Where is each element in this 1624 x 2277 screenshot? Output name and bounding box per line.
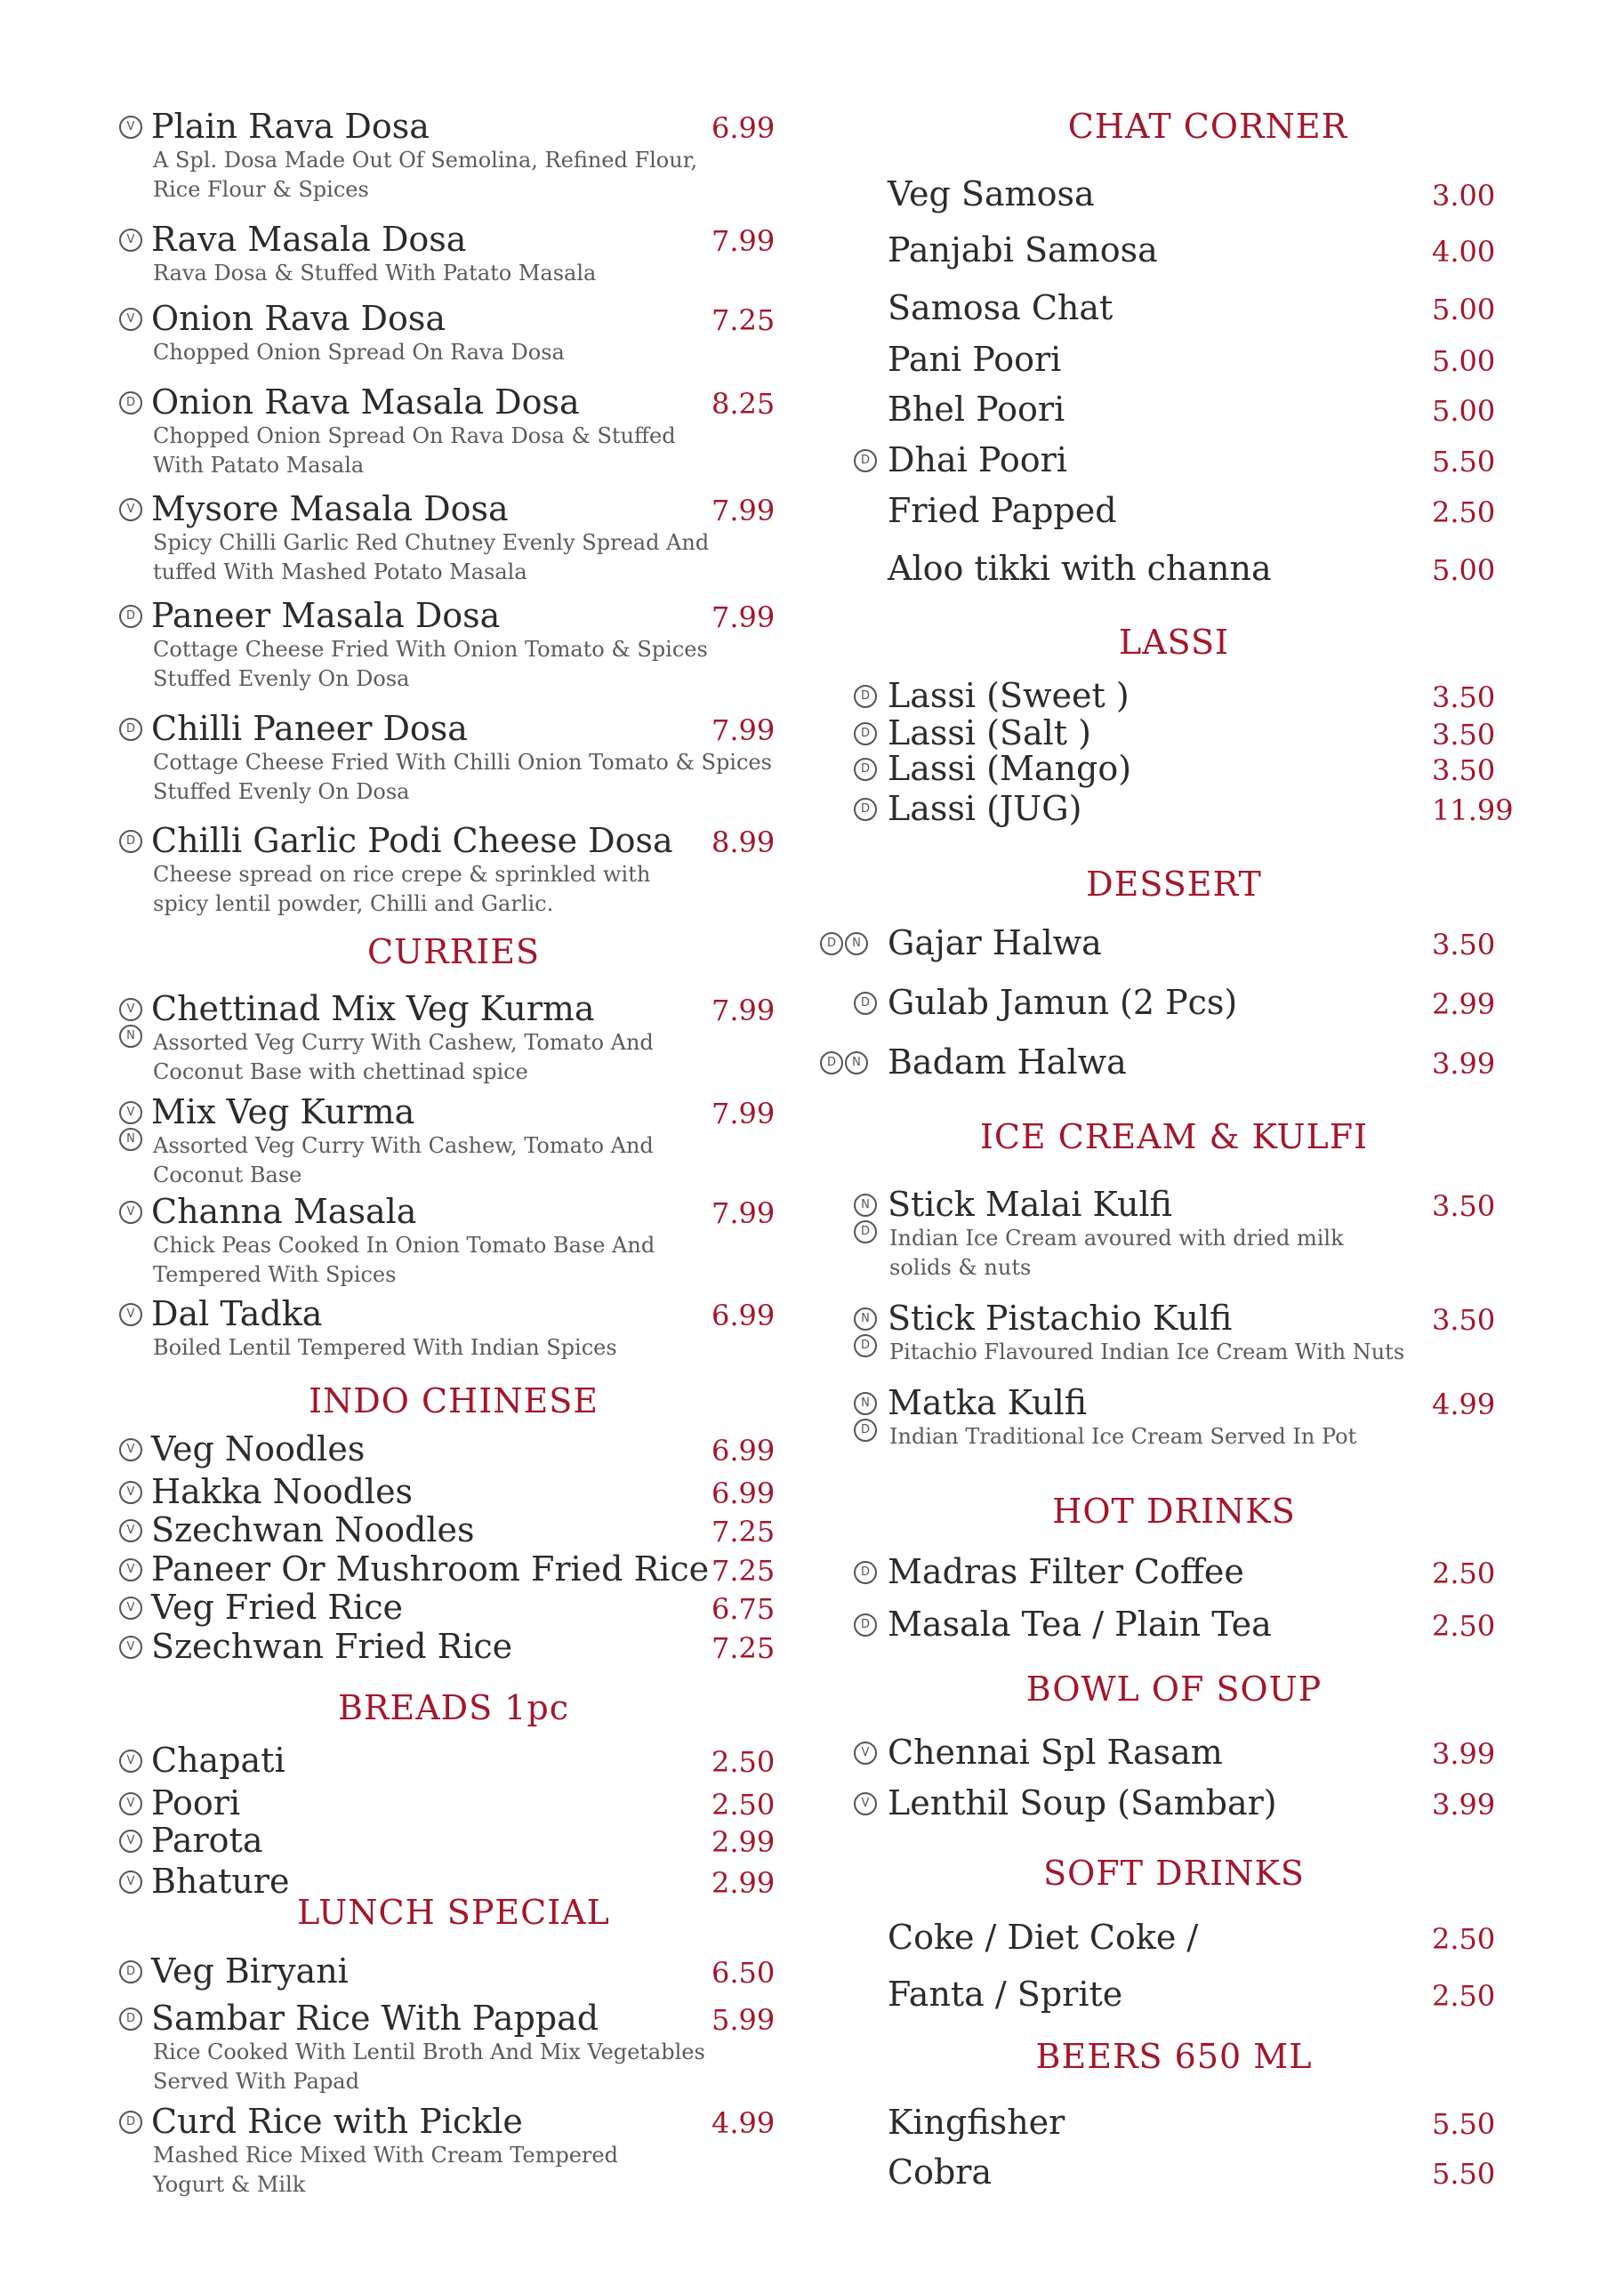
item-name: Coke / Diet Coke / bbox=[888, 1918, 1199, 1957]
section-title-beers-650-ml: BEERS 650 ML bbox=[1035, 2037, 1313, 2076]
nuts-icon: N bbox=[854, 1307, 877, 1331]
item-description: Assorted Veg Curry With Cashew, Tomato And Coconut Base bbox=[153, 1133, 654, 1187]
vegan-icon: V bbox=[119, 1201, 142, 1224]
item-price: 3.50 bbox=[1432, 928, 1496, 961]
diet-tags bbox=[119, 498, 142, 521]
diet-tags bbox=[119, 1792, 142, 1815]
diet-tags bbox=[854, 722, 877, 745]
vegan-icon: V bbox=[119, 998, 142, 1021]
item-price: 7.99 bbox=[712, 1196, 776, 1230]
item-name: Fanta / Sprite bbox=[888, 1975, 1123, 2014]
item-description: Assorted Veg Curry With Cashew, Tomato And Coconut Base with chettinad spice bbox=[153, 1030, 654, 1084]
item-name: Paneer Or Mushroom Fried Rice bbox=[151, 1549, 710, 1589]
item-price: 7.99 bbox=[712, 600, 776, 634]
item-name: Paneer Masala Dosa bbox=[151, 596, 501, 635]
vegan-icon: V bbox=[119, 1597, 142, 1620]
item-price: 4.00 bbox=[1432, 235, 1496, 269]
item-name: Veg Fried Rice bbox=[151, 1588, 403, 1627]
item-description: Spicy Chilli Garlic Red Chutney Evenly Spread And tuffed With Mashed Potato Masala bbox=[153, 530, 710, 584]
dairy-icon: D bbox=[854, 1220, 877, 1243]
diet-tags bbox=[854, 449, 877, 472]
item-price: 7.99 bbox=[712, 994, 776, 1027]
item-name: Dhai Poori bbox=[888, 440, 1067, 479]
vegan-icon: V bbox=[119, 1558, 142, 1581]
item-price: 3.50 bbox=[1432, 680, 1496, 714]
diet-tags bbox=[119, 1438, 142, 1461]
vegan-icon: V bbox=[119, 1519, 142, 1542]
dairy-icon: D bbox=[854, 685, 877, 708]
item-description: Indian Traditional Ice Cream Served In Pot bbox=[889, 1424, 1357, 1449]
section-title-breads-1pc: BREADS 1pc bbox=[337, 1688, 570, 1727]
item-name: Sambar Rice With Pappad bbox=[151, 1999, 599, 2038]
item-price: 3.99 bbox=[1432, 1737, 1496, 1771]
item-name: Masala Tea / Plain Tea bbox=[888, 1605, 1272, 1644]
item-name: Chettinad Mix Veg Kurma bbox=[151, 989, 595, 1028]
item-price: 8.99 bbox=[712, 825, 776, 859]
item-name: Hakka Noodles bbox=[151, 1472, 414, 1511]
item-price: 2.50 bbox=[712, 1788, 776, 1822]
diet-tags bbox=[854, 1613, 877, 1637]
diet-tags bbox=[119, 1101, 142, 1151]
diet-tags bbox=[854, 1392, 877, 1442]
item-name: Lenthil Soup (Sambar) bbox=[888, 1783, 1277, 1822]
dairy-icon: D bbox=[119, 2007, 142, 2031]
vegan-icon: V bbox=[119, 1481, 142, 1504]
item-name: Veg Biryani bbox=[151, 1951, 349, 1991]
item-name: Cobra bbox=[888, 2152, 993, 2192]
item-description: Chick Peas Cooked In Onion Tomato Base And Tempered With Spices bbox=[153, 1233, 655, 1287]
dairy-icon: D bbox=[854, 1419, 877, 1442]
diet-tags bbox=[119, 229, 142, 252]
item-name: Szechwan Fried Rice bbox=[151, 1627, 513, 1666]
item-name: Aloo tikki with channa bbox=[888, 549, 1272, 588]
diet-tags bbox=[119, 1201, 142, 1224]
section-title-curries: CURRIES bbox=[366, 932, 541, 971]
dairy-icon: D bbox=[820, 932, 843, 955]
item-price: 6.99 bbox=[712, 1434, 776, 1468]
item-price: 8.25 bbox=[712, 387, 776, 421]
item-price: 5.50 bbox=[1432, 2157, 1496, 2191]
item-name: Parota bbox=[151, 1821, 263, 1860]
vegan-icon: V bbox=[119, 1750, 142, 1773]
diet-tags bbox=[854, 1742, 877, 1765]
vegan-icon: V bbox=[119, 1830, 142, 1853]
item-price: 2.50 bbox=[1432, 1922, 1496, 1956]
nuts-icon: N bbox=[854, 1194, 877, 1217]
item-name: Rava Masala Dosa bbox=[151, 220, 467, 259]
vegan-icon: V bbox=[119, 308, 142, 331]
dairy-icon: D bbox=[854, 1561, 877, 1584]
item-name: Lassi (JUG) bbox=[888, 789, 1082, 828]
item-price: 3.99 bbox=[1432, 1047, 1496, 1081]
vegan-icon: V bbox=[119, 116, 142, 139]
item-name: Plain Rava Dosa bbox=[151, 107, 430, 146]
item-name: Channa Masala bbox=[151, 1192, 417, 1231]
item-price: 4.99 bbox=[1432, 1388, 1496, 1421]
item-description: Boiled Lentil Tempered With Indian Spices bbox=[153, 1335, 617, 1360]
dairy-icon: D bbox=[854, 722, 877, 745]
item-price: 7.99 bbox=[712, 224, 776, 258]
dairy-icon: D bbox=[119, 2111, 142, 2134]
vegan-icon: V bbox=[119, 1792, 142, 1815]
dairy-icon: D bbox=[854, 1334, 877, 1357]
diet-tags bbox=[119, 998, 142, 1048]
item-name: Matka Kulfi bbox=[888, 1383, 1088, 1422]
item-price: 3.50 bbox=[1432, 718, 1496, 752]
dairy-icon: D bbox=[119, 1960, 142, 1983]
diet-tags bbox=[854, 1561, 877, 1584]
diet-tags bbox=[119, 1558, 142, 1581]
diet-tags bbox=[854, 685, 877, 708]
diet-tags bbox=[119, 2007, 142, 2031]
item-name: Kingfisher bbox=[888, 2103, 1065, 2142]
item-price: 3.99 bbox=[1432, 1788, 1496, 1822]
vegan-icon: V bbox=[119, 1438, 142, 1461]
item-name: Badam Halwa bbox=[888, 1042, 1127, 1082]
item-name: Mix Veg Kurma bbox=[151, 1092, 415, 1131]
nuts-icon: N bbox=[845, 932, 868, 955]
item-name: Pani Poori bbox=[888, 340, 1062, 379]
diet-tags bbox=[119, 391, 142, 414]
item-price: 5.00 bbox=[1432, 553, 1496, 587]
diet-tags bbox=[119, 1481, 142, 1504]
dairy-icon: D bbox=[119, 391, 142, 414]
section-title-ice-cream-kulfi: ICE CREAM & KULFI bbox=[979, 1117, 1369, 1156]
item-description: Indian Ice Cream avoured with dried milk solids & nuts bbox=[889, 1226, 1344, 1280]
nuts-icon: N bbox=[854, 1392, 877, 1415]
item-name: Mysore Masala Dosa bbox=[151, 489, 509, 528]
diet-tags bbox=[119, 1303, 142, 1326]
diet-tags bbox=[854, 992, 877, 1015]
diet-tags bbox=[119, 1750, 142, 1773]
section-title-dessert: DESSERT bbox=[1086, 865, 1262, 904]
diet-tags bbox=[119, 116, 142, 139]
item-price: 4.99 bbox=[712, 2106, 776, 2140]
nuts-icon: N bbox=[845, 1051, 868, 1074]
vegan-icon: V bbox=[119, 229, 142, 252]
item-name: Madras Filter Coffee bbox=[888, 1552, 1244, 1591]
item-name: Stick Pistachio Kulfi bbox=[888, 1299, 1233, 1338]
item-name: Poori bbox=[151, 1783, 241, 1822]
item-description: Rice Cooked With Lentil Broth And Mix Vegetables Served With Papad bbox=[153, 2040, 705, 2094]
diet-tags bbox=[119, 718, 142, 741]
item-price: 6.50 bbox=[712, 1956, 776, 1990]
item-name: Onion Rava Masala Dosa bbox=[151, 382, 580, 422]
section-title-lunch-special: LUNCH SPECIAL bbox=[297, 1893, 610, 1932]
item-description: Chopped Onion Spread On Rava Dosa & Stuffed With Patato Masala bbox=[153, 423, 676, 478]
item-name: Panjabi Samosa bbox=[888, 230, 1158, 270]
vegan-icon: V bbox=[119, 1101, 142, 1124]
item-name: Lassi (Salt ) bbox=[888, 713, 1091, 752]
diet-tags bbox=[119, 308, 142, 331]
diet-tags bbox=[119, 1871, 142, 1894]
diet-tags bbox=[854, 1792, 877, 1815]
section-title-bowl-of-soup: BOWL OF SOUP bbox=[1025, 1670, 1323, 1709]
diet-tags bbox=[854, 798, 877, 821]
item-price: 11.99 bbox=[1432, 793, 1514, 827]
item-name: Szechwan Noodles bbox=[151, 1510, 475, 1549]
vegan-icon: V bbox=[119, 1636, 142, 1659]
item-name: Chilli Garlic Podi Cheese Dosa bbox=[151, 821, 673, 860]
diet-tags bbox=[119, 1830, 142, 1853]
section-title-indo-chinese: INDO CHINESE bbox=[309, 1381, 599, 1420]
item-price: 5.00 bbox=[1432, 344, 1496, 378]
nuts-icon: N bbox=[119, 1128, 142, 1151]
item-price: 6.99 bbox=[712, 111, 776, 145]
nuts-icon: N bbox=[119, 1025, 142, 1048]
item-price: 2.50 bbox=[1432, 495, 1496, 529]
item-price: 2.50 bbox=[1432, 1557, 1496, 1590]
item-name: Onion Rava Dosa bbox=[151, 299, 446, 338]
item-price: 3.50 bbox=[1432, 1189, 1496, 1223]
item-description: Mashed Rice Mixed With Cream Tempered Yogurt & Milk bbox=[153, 2143, 618, 2197]
item-price: 6.99 bbox=[712, 1476, 776, 1510]
item-price: 2.50 bbox=[1432, 1979, 1496, 2013]
item-description: Cottage Cheese Fried With Onion Tomato & Spices Stuffed Evenly On Dosa bbox=[153, 637, 708, 691]
item-price: 2.99 bbox=[712, 1866, 776, 1900]
item-name: Fried Papped bbox=[888, 491, 1117, 530]
item-name: Veg Noodles bbox=[151, 1429, 366, 1468]
section-title-hot-drinks: HOT DRINKS bbox=[1052, 1492, 1296, 1531]
diet-tags bbox=[854, 758, 877, 781]
vegan-icon: V bbox=[119, 1303, 142, 1326]
diet-tags bbox=[119, 1960, 142, 1983]
item-name: Lassi (Mango) bbox=[888, 749, 1132, 788]
item-price: 3.00 bbox=[1432, 179, 1496, 213]
item-price: 7.99 bbox=[712, 713, 776, 747]
vegan-icon: V bbox=[119, 498, 142, 521]
item-price: 2.99 bbox=[712, 1825, 776, 1859]
section-title-lassi: LASSI bbox=[1118, 623, 1230, 662]
diet-tags bbox=[119, 1636, 142, 1659]
item-description: A Spl. Dosa Made Out Of Semolina, Refined Flour, Rice Flour & Spices bbox=[153, 148, 698, 202]
item-name: Bhel Poori bbox=[888, 390, 1065, 429]
item-name: Curd Rice with Pickle bbox=[151, 2102, 523, 2141]
diet-tags bbox=[119, 1597, 142, 1620]
item-price: 3.50 bbox=[1432, 1303, 1496, 1337]
item-name: Stick Malai Kulfi bbox=[888, 1185, 1172, 1224]
item-price: 7.25 bbox=[712, 1631, 776, 1665]
item-name: Gulab Jamun (2 Pcs) bbox=[888, 983, 1238, 1022]
dairy-icon: D bbox=[854, 758, 877, 781]
diet-tags bbox=[820, 1051, 868, 1074]
item-name: Chapati bbox=[151, 1741, 285, 1780]
item-name: Veg Samosa bbox=[888, 174, 1095, 213]
item-price: 7.25 bbox=[712, 303, 776, 337]
item-description: Chopped Onion Spread On Rava Dosa bbox=[153, 340, 565, 365]
item-name: Chennai Spl Rasam bbox=[888, 1733, 1223, 1772]
diet-tags bbox=[854, 1307, 877, 1357]
item-price: 5.50 bbox=[1432, 2107, 1496, 2141]
item-description: Cottage Cheese Fried With Chilli Onion Tomato & Spices Stuffed Evenly On Dosa bbox=[153, 750, 772, 804]
item-price: 5.99 bbox=[712, 2003, 776, 2037]
dairy-icon: D bbox=[854, 449, 877, 472]
diet-tags bbox=[119, 830, 142, 853]
item-name: Chilli Paneer Dosa bbox=[151, 709, 468, 748]
dairy-icon: D bbox=[119, 605, 142, 628]
section-title-chat-corner: CHAT CORNER bbox=[1067, 107, 1348, 146]
diet-tags bbox=[119, 1519, 142, 1542]
section-title-soft-drinks: SOFT DRINKS bbox=[1043, 1854, 1305, 1893]
dairy-icon: D bbox=[119, 830, 142, 853]
item-name: Gajar Halwa bbox=[888, 923, 1102, 962]
item-price: 2.50 bbox=[1432, 1609, 1496, 1643]
vegan-icon: V bbox=[119, 1871, 142, 1894]
item-price: 3.50 bbox=[1432, 753, 1496, 787]
item-name: Lassi (Sweet ) bbox=[888, 676, 1130, 715]
item-price: 5.00 bbox=[1432, 394, 1496, 428]
dairy-icon: D bbox=[854, 1613, 877, 1637]
diet-tags bbox=[119, 2111, 142, 2134]
item-price: 2.50 bbox=[712, 1745, 776, 1779]
item-price: 6.75 bbox=[712, 1592, 776, 1626]
item-name: Samosa Chat bbox=[888, 288, 1113, 327]
item-name: Dal Tadka bbox=[151, 1294, 323, 1333]
dairy-icon: D bbox=[820, 1051, 843, 1074]
item-price: 7.99 bbox=[712, 494, 776, 527]
item-price: 7.25 bbox=[712, 1515, 776, 1549]
diet-tags bbox=[854, 1194, 877, 1243]
item-price: 2.99 bbox=[1432, 987, 1496, 1021]
item-price: 5.00 bbox=[1432, 293, 1496, 326]
item-description: Rava Dosa & Stuffed With Patato Masala bbox=[153, 261, 597, 286]
item-description: Cheese spread on rice crepe & sprinkled with spicy lentil powder, Chilli and Garlic. bbox=[153, 862, 651, 916]
item-price: 7.25 bbox=[712, 1554, 776, 1588]
diet-tags bbox=[820, 932, 868, 955]
item-price: 5.50 bbox=[1432, 445, 1496, 479]
diet-tags bbox=[119, 605, 142, 628]
dairy-icon: D bbox=[119, 718, 142, 741]
item-name: Bhature bbox=[151, 1862, 290, 1901]
item-price: 6.99 bbox=[712, 1299, 776, 1332]
item-price: 7.99 bbox=[712, 1097, 776, 1130]
dairy-icon: D bbox=[854, 798, 877, 821]
item-description: Pitachio Flavoured Indian Ice Cream With Nuts bbox=[889, 1340, 1405, 1364]
vegan-icon: V bbox=[854, 1742, 877, 1765]
dairy-icon: D bbox=[854, 992, 877, 1015]
vegan-icon: V bbox=[854, 1792, 877, 1815]
